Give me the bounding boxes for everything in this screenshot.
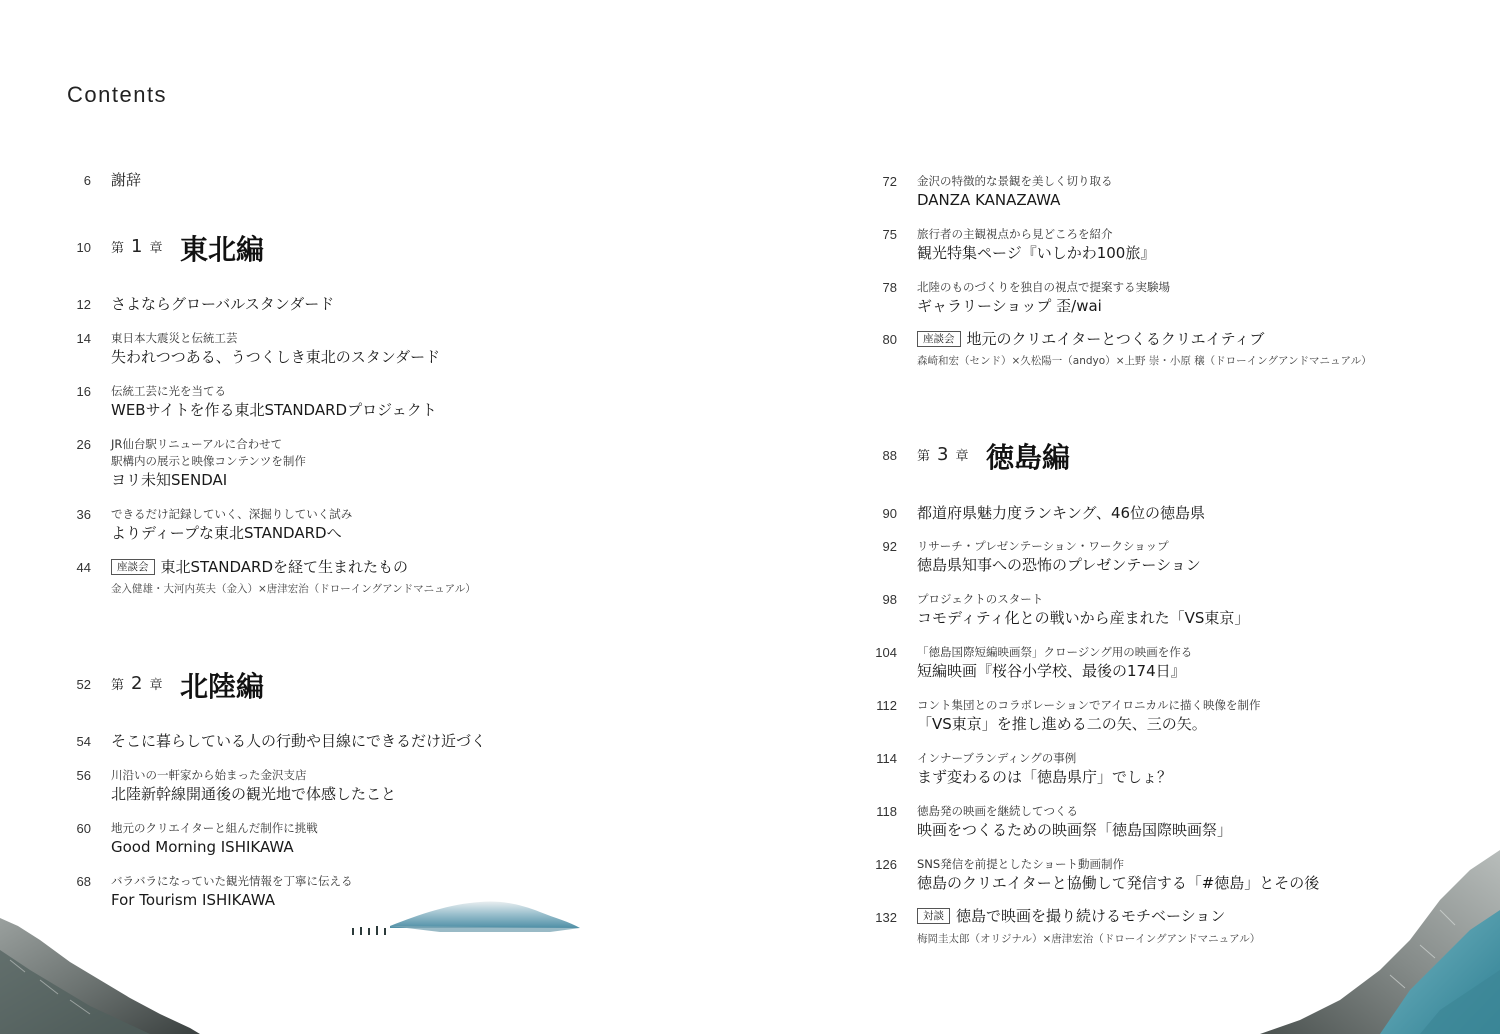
entry-subtitle: 徳島発の映画を継続してつくる [917, 804, 1078, 818]
entry-title: For Tourism ISHIKAWA [111, 891, 275, 909]
entry-title: Good Morning ISHIKAWA [111, 838, 294, 856]
page-number: 132 [875, 910, 897, 925]
chapter-dai: 第 [111, 241, 125, 256]
page-number: 16 [76, 384, 91, 399]
chapter-title: 北陸編 [180, 670, 265, 703]
mountain-sea-illustration-right [1240, 850, 1500, 1034]
page-number: 98 [882, 592, 897, 607]
page-number: 75 [882, 227, 897, 242]
entry-title: 謝辞 [111, 171, 142, 189]
entry-title [917, 906, 1225, 926]
chapter-sho: 章 [955, 449, 969, 464]
page-number: 92 [882, 539, 897, 554]
chapter-dai: 第 [111, 678, 125, 693]
page-number: 14 [76, 331, 91, 346]
page-number: 72 [882, 174, 897, 189]
chapter-title: 徳島編 [986, 441, 1071, 474]
page-number: 114 [876, 751, 897, 766]
entry-title: DANZA KANAZAWA [917, 191, 1061, 209]
entry-title-text: 地元のクリエイターとつくるクリエイティブ [966, 330, 1265, 348]
entry-subtitle: プロジェクトのスタート [917, 592, 1044, 606]
entry-title-text: 徳島で映画を撮り続けるモチベーション [956, 907, 1226, 925]
chapter-number: 1 [131, 236, 143, 257]
entry-title: 短編映画『桜谷小学校、最後の174日』 [917, 662, 1186, 680]
page-number: 80 [882, 332, 897, 347]
entry-subtitle: インナーブランディングの事例 [917, 751, 1077, 765]
entry-title: 失われつつある、うつくしき東北のスタンダード [111, 348, 441, 366]
page-number: 36 [76, 507, 91, 522]
entry-title [917, 329, 1264, 349]
chapter-sho: 章 [149, 241, 163, 256]
entry-title: そこに暮らしている人の行動や目線にできるだけ近づく [111, 732, 487, 750]
entry-subtitle: コント集団とのコラボレーションでアイロニカルに描く映像を制作 [917, 698, 1261, 712]
snowy-mountain-illustration [350, 892, 582, 940]
chapter-number: 3 [937, 444, 949, 465]
page-number: 112 [876, 698, 897, 713]
entry-subtitle: SNS発信を前提としたショート動画制作 [917, 857, 1124, 871]
page-number: 26 [76, 437, 91, 452]
entry-credit: 森崎和宏（センド）×久松陽一（andyo）×上野 崇・小原 穣（ドローイングアンドマニュアル） [917, 355, 1372, 367]
page-number: 104 [875, 645, 897, 660]
chapter-sho: 章 [149, 678, 163, 693]
entry-subtitle: JR仙台駅リニューアルに合わせて [111, 437, 283, 451]
page-number: 90 [882, 506, 897, 521]
page-number: 12 [76, 297, 91, 312]
mountain-rock-illustration-left [0, 910, 200, 1034]
entry-subtitle: 東日本大震災と伝統工芸 [111, 331, 238, 345]
chapter-page-number: 88 [882, 448, 897, 463]
chapter-page-number: 52 [76, 677, 91, 692]
chapter-page-number: 10 [76, 240, 91, 255]
badge-zadankai: 座談会 [917, 331, 961, 347]
entry-title: 徳島県知事への恐怖のプレゼンテーション [917, 556, 1201, 574]
entry-title: ヨリ未知SENDAI [111, 471, 228, 489]
page-number: 118 [876, 804, 897, 819]
entry-subtitle: 「徳島国際短編映画祭」クロージング用の映画を作る [917, 645, 1193, 659]
entry-title: 映画をつくるための映画祭「徳島国際映画祭」 [917, 821, 1233, 839]
entry-title: 徳島のクリエイターと協働して発信する「#徳島」とその後 [917, 874, 1320, 892]
page-number: 126 [875, 857, 897, 872]
page-number: 54 [76, 734, 91, 749]
chapter-dai: 第 [917, 449, 931, 464]
entry-title: まず変わるのは「徳島県庁」でしょ？ [917, 768, 1173, 786]
badge-zadankai: 座談会 [111, 559, 155, 575]
entry-title: 北陸新幹線開通後の観光地で体感したこと [111, 785, 397, 803]
entry-subtitle: 伝統工芸に光を当てる [111, 384, 226, 398]
entry-credit: 金入健雄・大河内英夫（金入）×唐津宏治（ドローイングアンドマニュアル） [111, 583, 476, 595]
chapter-label [111, 673, 162, 694]
entry-title: さよならグローバルスタンダード [111, 295, 335, 313]
page-number: 68 [76, 874, 91, 889]
entry-title: コモディティ化との戦いから産まれた「VS東京」 [917, 609, 1250, 627]
entry-title: 「VS東京」を推し進める二の矢、三の矢。 [917, 715, 1207, 733]
entry-subtitle: バラバラになっていた観光情報を丁寧に伝える [111, 874, 353, 888]
page-number: 56 [76, 768, 91, 783]
entry-title: ギャラリーショップ 歪/wai [917, 297, 1102, 315]
entry-title [111, 557, 408, 577]
entry-title: よりディープな東北STANDARDへ [111, 524, 342, 542]
entry-title: 観光特集ページ『いしかわ100旅』 [917, 244, 1156, 262]
entry-subtitle: リサーチ・プレゼンテーション・ワークショップ [917, 539, 1169, 553]
badge-taidan: 対談 [917, 908, 950, 924]
page-number: 44 [76, 560, 91, 575]
entry-subtitle: 金沢の特徴的な景観を美しく切り取る [917, 174, 1113, 188]
entry-title: WEBサイトを作る東北STANDARDプロジェクト [111, 401, 437, 419]
page-number: 78 [882, 280, 897, 295]
entry-credit: 梅岡圭太郎（オリジナル）×唐津宏治（ドローイングアンドマニュアル） [917, 933, 1261, 945]
chapter-title: 東北編 [180, 233, 265, 266]
entry-subtitle: 地元のクリエイターと組んだ制作に挑戦 [111, 821, 318, 835]
entry-subtitle: 北陸のものづくりを独自の視点で提案する実験場 [917, 280, 1170, 294]
entry-title-text: 東北STANDARDを経て生まれたもの [160, 558, 409, 576]
chapter-number: 2 [131, 673, 143, 694]
chapter-label [111, 236, 162, 257]
entry-subtitle: 旅行者の主観視点から見どころを紹介 [917, 227, 1113, 241]
page-number: 6 [83, 173, 91, 188]
entry-title: 都道府県魅力度ランキング、46位の徳島県 [917, 504, 1206, 522]
entry-subtitle: できるだけ記録していく、深掘りしていく試み [111, 507, 353, 521]
entry-subtitle: 川沿いの一軒家から始まった金沢支店 [111, 768, 307, 782]
chapter-label [917, 444, 968, 465]
entry-subtitle: 駅構内の展示と映像コンテンツを制作 [111, 454, 306, 468]
page-title: Contents [67, 82, 168, 107]
page-number: 60 [76, 821, 91, 836]
